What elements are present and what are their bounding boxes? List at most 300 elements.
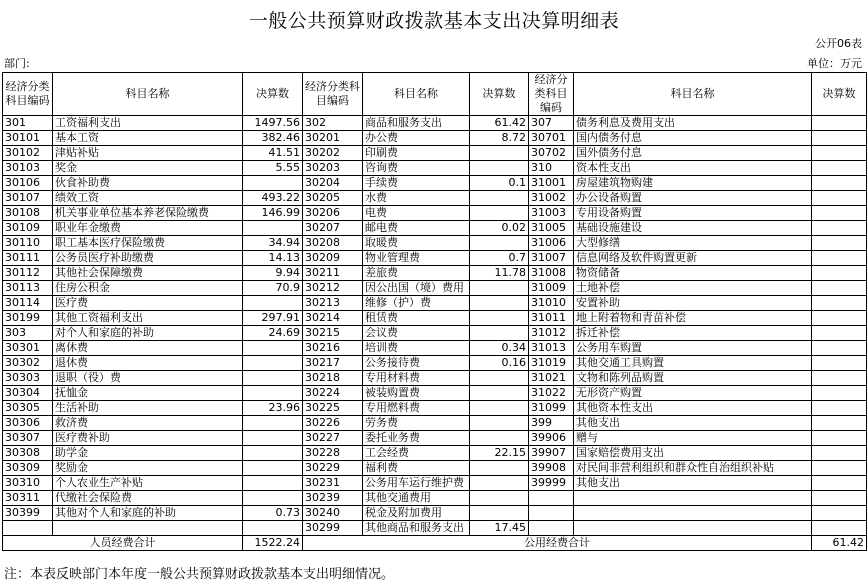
amount-cell-2 (470, 476, 529, 491)
amount-cell-2 (470, 191, 529, 206)
name-cell-3: 其他交通工具购置 (574, 356, 812, 371)
code-cell-3: 31022 (529, 386, 574, 401)
footnote: 注：本表反映部门本年度一般公共预算财政拨款基本支出明细情况。 (4, 567, 395, 582)
name-cell-3: 债务利息及费用支出 (574, 116, 812, 131)
code-cell-2: 30231 (303, 476, 363, 491)
amount-cell-1: 14.13 (243, 251, 303, 266)
name-cell-3: 其他支出 (574, 476, 812, 491)
code-cell-1: 30303 (3, 371, 53, 386)
name-cell-1: 对个人和家庭的补助 (53, 326, 243, 341)
name-cell-3 (574, 521, 812, 536)
code-cell-2: 302 (303, 116, 363, 131)
personnel-total-label: 人员经费合计 (3, 536, 243, 551)
amount-cell-3 (812, 146, 867, 161)
amount-cell-1: 5.55 (243, 161, 303, 176)
table-row (3, 221, 867, 236)
amount-cell-3 (812, 506, 867, 521)
code-cell-2: 30215 (303, 326, 363, 341)
code-cell-2: 30229 (303, 461, 363, 476)
code-cell-3: 310 (529, 161, 574, 176)
name-cell-2: 办公费 (363, 131, 470, 146)
name-cell-3: 专用设备购置 (574, 206, 812, 221)
name-cell-1: 助学金 (53, 446, 243, 461)
amount-cell-2 (470, 401, 529, 416)
code-cell-1: 301 (3, 116, 53, 131)
name-cell-2: 商品和服务支出 (363, 116, 470, 131)
name-cell-1: 工资福利支出 (53, 116, 243, 131)
code-cell-2: 30240 (303, 506, 363, 521)
name-cell-2: 取暖费 (363, 236, 470, 251)
name-cell-1: 医疗费 (53, 296, 243, 311)
code-cell-1: 30113 (3, 281, 53, 296)
amount-cell-3 (812, 431, 867, 446)
amount-cell-1 (243, 491, 303, 506)
name-cell-3 (574, 491, 812, 506)
name-cell-1 (53, 521, 243, 536)
code-cell-1: 30106 (3, 176, 53, 191)
name-cell-1: 其他对个人和家庭的补助 (53, 506, 243, 521)
name-cell-2: 专用燃料费 (363, 401, 470, 416)
name-cell-2: 培训费 (363, 341, 470, 356)
amount-cell-3 (812, 251, 867, 266)
table-row (3, 296, 867, 311)
code-cell-3: 307 (529, 116, 574, 131)
name-cell-3: 地上附着物和青苗补偿 (574, 311, 812, 326)
code-cell-1: 30310 (3, 476, 53, 491)
amount-cell-2: 0.7 (470, 251, 529, 266)
header-row (3, 73, 867, 116)
header-name-2: 科目名称 (363, 73, 470, 116)
name-cell-1: 伙食补助费 (53, 176, 243, 191)
amount-cell-1 (243, 416, 303, 431)
amount-cell-3 (812, 371, 867, 386)
name-cell-2: 劳务费 (363, 416, 470, 431)
code-cell-3: 39906 (529, 431, 574, 446)
code-cell-1: 30304 (3, 386, 53, 401)
table-row (3, 131, 867, 146)
name-cell-1: 退休费 (53, 356, 243, 371)
table-row (3, 401, 867, 416)
code-cell-3: 39908 (529, 461, 574, 476)
amount-cell-3 (812, 266, 867, 281)
code-cell-1: 30307 (3, 431, 53, 446)
code-cell-2: 30203 (303, 161, 363, 176)
code-cell-3: 31012 (529, 326, 574, 341)
name-cell-2: 差旅费 (363, 266, 470, 281)
amount-cell-2 (470, 386, 529, 401)
amount-cell-3 (812, 221, 867, 236)
name-cell-3: 其他支出 (574, 416, 812, 431)
expenditure-table (2, 72, 867, 551)
code-cell-3: 31006 (529, 236, 574, 251)
form-number: 公开06表 (815, 37, 862, 50)
code-cell-1: 30305 (3, 401, 53, 416)
amount-cell-2 (470, 296, 529, 311)
name-cell-1: 救济费 (53, 416, 243, 431)
name-cell-2: 物业管理费 (363, 251, 470, 266)
name-cell-2: 公务接待费 (363, 356, 470, 371)
code-cell-3: 30702 (529, 146, 574, 161)
amount-cell-2 (470, 206, 529, 221)
table-row (3, 281, 867, 296)
name-cell-3: 办公设备购置 (574, 191, 812, 206)
name-cell-1: 绩效工资 (53, 191, 243, 206)
amount-cell-2: 11.78 (470, 266, 529, 281)
name-cell-3: 拆迁补偿 (574, 326, 812, 341)
name-cell-3: 无形资产购置 (574, 386, 812, 401)
name-cell-1: 公务员医疗补助缴费 (53, 251, 243, 266)
amount-cell-1 (243, 356, 303, 371)
table-row (3, 416, 867, 431)
name-cell-1: 基本工资 (53, 131, 243, 146)
amount-cell-1: 34.94 (243, 236, 303, 251)
amount-cell-2: 61.42 (470, 116, 529, 131)
code-cell-1: 30306 (3, 416, 53, 431)
public-total-label: 公用经费合计 (303, 536, 812, 551)
name-cell-2: 福利费 (363, 461, 470, 476)
code-cell-1: 30109 (3, 221, 53, 236)
name-cell-1: 奖金 (53, 161, 243, 176)
code-cell-3: 399 (529, 416, 574, 431)
amount-cell-1: 41.51 (243, 146, 303, 161)
name-cell-2: 手续费 (363, 176, 470, 191)
amount-cell-2 (470, 371, 529, 386)
code-cell-2: 30211 (303, 266, 363, 281)
name-cell-1: 代缴社会保险费 (53, 491, 243, 506)
name-cell-2: 印刷费 (363, 146, 470, 161)
code-cell-2: 30228 (303, 446, 363, 461)
code-cell-1: 30199 (3, 311, 53, 326)
code-cell-2: 30204 (303, 176, 363, 191)
amount-cell-1 (243, 386, 303, 401)
header-name-1: 科目名称 (53, 73, 243, 116)
code-cell-1: 30101 (3, 131, 53, 146)
name-cell-3: 资本性支出 (574, 161, 812, 176)
totals-row (3, 536, 867, 551)
name-cell-3: 大型修缮 (574, 236, 812, 251)
report-title: 一般公共预算财政拨款基本支出决算明细表 (248, 10, 620, 32)
name-cell-2: 专用材料费 (363, 371, 470, 386)
table-row (3, 461, 867, 476)
code-cell-1: 30114 (3, 296, 53, 311)
name-cell-2: 公务用车运行维护费 (363, 476, 470, 491)
amount-cell-2 (470, 311, 529, 326)
code-cell-1: 30108 (3, 206, 53, 221)
amount-cell-3 (812, 191, 867, 206)
name-cell-2: 其他商品和服务支出 (363, 521, 470, 536)
name-cell-2: 咨询费 (363, 161, 470, 176)
code-cell-2: 30217 (303, 356, 363, 371)
amount-cell-1 (243, 341, 303, 356)
amount-cell-3 (812, 401, 867, 416)
amount-cell-2 (470, 326, 529, 341)
amount-cell-3 (812, 296, 867, 311)
amount-cell-1: 0.73 (243, 506, 303, 521)
name-cell-3: 对民间非营利组织和群众性自治组织补贴 (574, 461, 812, 476)
amount-cell-1 (243, 371, 303, 386)
name-cell-1: 离休费 (53, 341, 243, 356)
table-row (3, 506, 867, 521)
code-cell-3 (529, 491, 574, 506)
name-cell-3: 基础设施建设 (574, 221, 812, 236)
name-cell-2: 电费 (363, 206, 470, 221)
amount-cell-3 (812, 116, 867, 131)
amount-cell-3 (812, 461, 867, 476)
header-amount-1: 决算数 (243, 73, 303, 116)
name-cell-1: 抚恤金 (53, 386, 243, 401)
amount-cell-1: 493.22 (243, 191, 303, 206)
name-cell-1: 住房公积金 (53, 281, 243, 296)
code-cell-3: 31013 (529, 341, 574, 356)
code-cell-3: 39999 (529, 476, 574, 491)
amount-cell-3 (812, 386, 867, 401)
code-cell-1: 30110 (3, 236, 53, 251)
code-cell-2: 30218 (303, 371, 363, 386)
code-cell-2: 30206 (303, 206, 363, 221)
code-cell-1: 30103 (3, 161, 53, 176)
code-cell-1: 30309 (3, 461, 53, 476)
name-cell-1: 职业年金缴费 (53, 221, 243, 236)
name-cell-3: 赠与 (574, 431, 812, 446)
header-amount-3: 决算数 (812, 73, 867, 116)
table-row (3, 371, 867, 386)
amount-cell-2 (470, 461, 529, 476)
amount-cell-1 (243, 476, 303, 491)
code-cell-1: 30112 (3, 266, 53, 281)
table-row (3, 206, 867, 221)
personnel-total-value: 1522.24 (243, 536, 303, 551)
name-cell-2: 被装购置费 (363, 386, 470, 401)
name-cell-1: 个人农业生产补贴 (53, 476, 243, 491)
code-cell-3 (529, 521, 574, 536)
header-code-3: 经济分类科目编码 (529, 73, 574, 116)
code-cell-3: 39907 (529, 446, 574, 461)
code-cell-3: 31019 (529, 356, 574, 371)
code-cell-1: 30301 (3, 341, 53, 356)
amount-cell-2 (470, 431, 529, 446)
code-cell-2: 30212 (303, 281, 363, 296)
code-cell-2: 30209 (303, 251, 363, 266)
name-cell-2: 其他交通费用 (363, 491, 470, 506)
amount-cell-3 (812, 521, 867, 536)
name-cell-1: 生活补助 (53, 401, 243, 416)
table-row (3, 326, 867, 341)
code-cell-3: 31001 (529, 176, 574, 191)
code-cell-1: 30107 (3, 191, 53, 206)
table-row (3, 236, 867, 251)
code-cell-2: 30239 (303, 491, 363, 506)
table-row (3, 176, 867, 191)
code-cell-3: 31005 (529, 221, 574, 236)
table-row (3, 446, 867, 461)
name-cell-3: 国家赔偿费用支出 (574, 446, 812, 461)
amount-cell-2 (470, 281, 529, 296)
code-cell-3: 31021 (529, 371, 574, 386)
name-cell-3: 国外债务付息 (574, 146, 812, 161)
name-cell-2: 委托业务费 (363, 431, 470, 446)
amount-cell-1 (243, 431, 303, 446)
name-cell-1: 退职（役）费 (53, 371, 243, 386)
amount-cell-3 (812, 176, 867, 191)
table-row (3, 341, 867, 356)
amount-cell-1 (243, 446, 303, 461)
code-cell-2: 30213 (303, 296, 363, 311)
code-cell-2: 30208 (303, 236, 363, 251)
amount-cell-2: 8.72 (470, 131, 529, 146)
name-cell-1: 其他社会保障缴费 (53, 266, 243, 281)
code-cell-3: 31008 (529, 266, 574, 281)
name-cell-1: 机关事业单位基本养老保险缴费 (53, 206, 243, 221)
code-cell-3: 31003 (529, 206, 574, 221)
amount-cell-3 (812, 491, 867, 506)
amount-cell-1: 70.9 (243, 281, 303, 296)
amount-cell-2 (470, 491, 529, 506)
name-cell-1: 医疗费补助 (53, 431, 243, 446)
amount-cell-1: 1497.56 (243, 116, 303, 131)
code-cell-2: 30205 (303, 191, 363, 206)
amount-cell-1 (243, 461, 303, 476)
amount-cell-1: 382.46 (243, 131, 303, 146)
code-cell-3: 31099 (529, 401, 574, 416)
code-cell-2: 30227 (303, 431, 363, 446)
name-cell-2: 会议费 (363, 326, 470, 341)
code-cell-3: 31010 (529, 296, 574, 311)
amount-cell-3 (812, 206, 867, 221)
code-cell-1 (3, 521, 53, 536)
header-name-3: 科目名称 (574, 73, 812, 116)
name-cell-3: 文物和陈列品购置 (574, 371, 812, 386)
unit-label: 单位：万元 (807, 57, 862, 70)
amount-cell-3 (812, 446, 867, 461)
amount-cell-1 (243, 521, 303, 536)
code-cell-3: 31011 (529, 311, 574, 326)
name-cell-1: 津贴补贴 (53, 146, 243, 161)
name-cell-2: 邮电费 (363, 221, 470, 236)
name-cell-2: 水费 (363, 191, 470, 206)
header-code-1: 经济分类科目编码 (3, 73, 53, 116)
code-cell-3: 31002 (529, 191, 574, 206)
code-cell-2: 30207 (303, 221, 363, 236)
code-cell-2: 30225 (303, 401, 363, 416)
header-amount-2: 决算数 (470, 73, 529, 116)
amount-cell-1: 23.96 (243, 401, 303, 416)
department-label: 部门: (4, 57, 30, 70)
amount-cell-1 (243, 221, 303, 236)
amount-cell-3 (812, 326, 867, 341)
amount-cell-3 (812, 356, 867, 371)
table-row (3, 191, 867, 206)
table-row (3, 431, 867, 446)
code-cell-3: 31007 (529, 251, 574, 266)
amount-cell-3 (812, 161, 867, 176)
code-cell-3: 30701 (529, 131, 574, 146)
amount-cell-1: 297.91 (243, 311, 303, 326)
amount-cell-2: 0.16 (470, 356, 529, 371)
name-cell-3: 公务用车购置 (574, 341, 812, 356)
code-cell-2: 30226 (303, 416, 363, 431)
amount-cell-3 (812, 131, 867, 146)
table-row (3, 521, 867, 536)
code-cell-2: 30214 (303, 311, 363, 326)
code-cell-3: 31009 (529, 281, 574, 296)
code-cell-1: 30399 (3, 506, 53, 521)
table-row (3, 476, 867, 491)
name-cell-3 (574, 506, 812, 521)
name-cell-2: 因公出国（境）费用 (363, 281, 470, 296)
name-cell-3: 房屋建筑物购建 (574, 176, 812, 191)
name-cell-3: 信息网络及软件购置更新 (574, 251, 812, 266)
name-cell-3: 国内债务付息 (574, 131, 812, 146)
name-cell-1: 职工基本医疗保险缴费 (53, 236, 243, 251)
amount-cell-2: 0.34 (470, 341, 529, 356)
code-cell-1: 30102 (3, 146, 53, 161)
table-row (3, 251, 867, 266)
amount-cell-1 (243, 296, 303, 311)
code-cell-2: 30216 (303, 341, 363, 356)
table-row (3, 161, 867, 176)
amount-cell-3 (812, 416, 867, 431)
amount-cell-3 (812, 236, 867, 251)
amount-cell-2 (470, 236, 529, 251)
name-cell-3: 其他资本性支出 (574, 401, 812, 416)
code-cell-1: 303 (3, 326, 53, 341)
name-cell-3: 物资储备 (574, 266, 812, 281)
table-row (3, 266, 867, 281)
name-cell-2: 税金及附加费用 (363, 506, 470, 521)
amount-cell-2: 22.15 (470, 446, 529, 461)
amount-cell-1: 9.94 (243, 266, 303, 281)
amount-cell-2 (470, 146, 529, 161)
name-cell-3: 土地补偿 (574, 281, 812, 296)
table-row (3, 311, 867, 326)
code-cell-2: 30201 (303, 131, 363, 146)
table-row (3, 146, 867, 161)
amount-cell-2 (470, 506, 529, 521)
amount-cell-3 (812, 281, 867, 296)
table-row (3, 491, 867, 506)
code-cell-1: 30302 (3, 356, 53, 371)
table-row (3, 386, 867, 401)
amount-cell-2: 0.02 (470, 221, 529, 236)
code-cell-3 (529, 506, 574, 521)
amount-cell-1: 146.99 (243, 206, 303, 221)
code-cell-1: 30311 (3, 491, 53, 506)
amount-cell-3 (812, 341, 867, 356)
name-cell-2: 工会经费 (363, 446, 470, 461)
code-cell-1: 30111 (3, 251, 53, 266)
amount-cell-2: 0.1 (470, 176, 529, 191)
name-cell-3: 安置补助 (574, 296, 812, 311)
name-cell-1: 奖励金 (53, 461, 243, 476)
amount-cell-2 (470, 416, 529, 431)
code-cell-2: 30299 (303, 521, 363, 536)
name-cell-2: 租赁费 (363, 311, 470, 326)
public-total-value: 61.42 (812, 536, 867, 551)
code-cell-1: 30308 (3, 446, 53, 461)
amount-cell-3 (812, 311, 867, 326)
code-cell-2: 30202 (303, 146, 363, 161)
name-cell-2: 维修（护）费 (363, 296, 470, 311)
table-row (3, 116, 867, 131)
amount-cell-1: 24.69 (243, 326, 303, 341)
amount-cell-3 (812, 476, 867, 491)
amount-cell-1 (243, 176, 303, 191)
amount-cell-2 (470, 161, 529, 176)
table-row (3, 356, 867, 371)
code-cell-2: 30224 (303, 386, 363, 401)
amount-cell-2: 17.45 (470, 521, 529, 536)
header-code-2: 经济分类科目编码 (303, 73, 363, 116)
